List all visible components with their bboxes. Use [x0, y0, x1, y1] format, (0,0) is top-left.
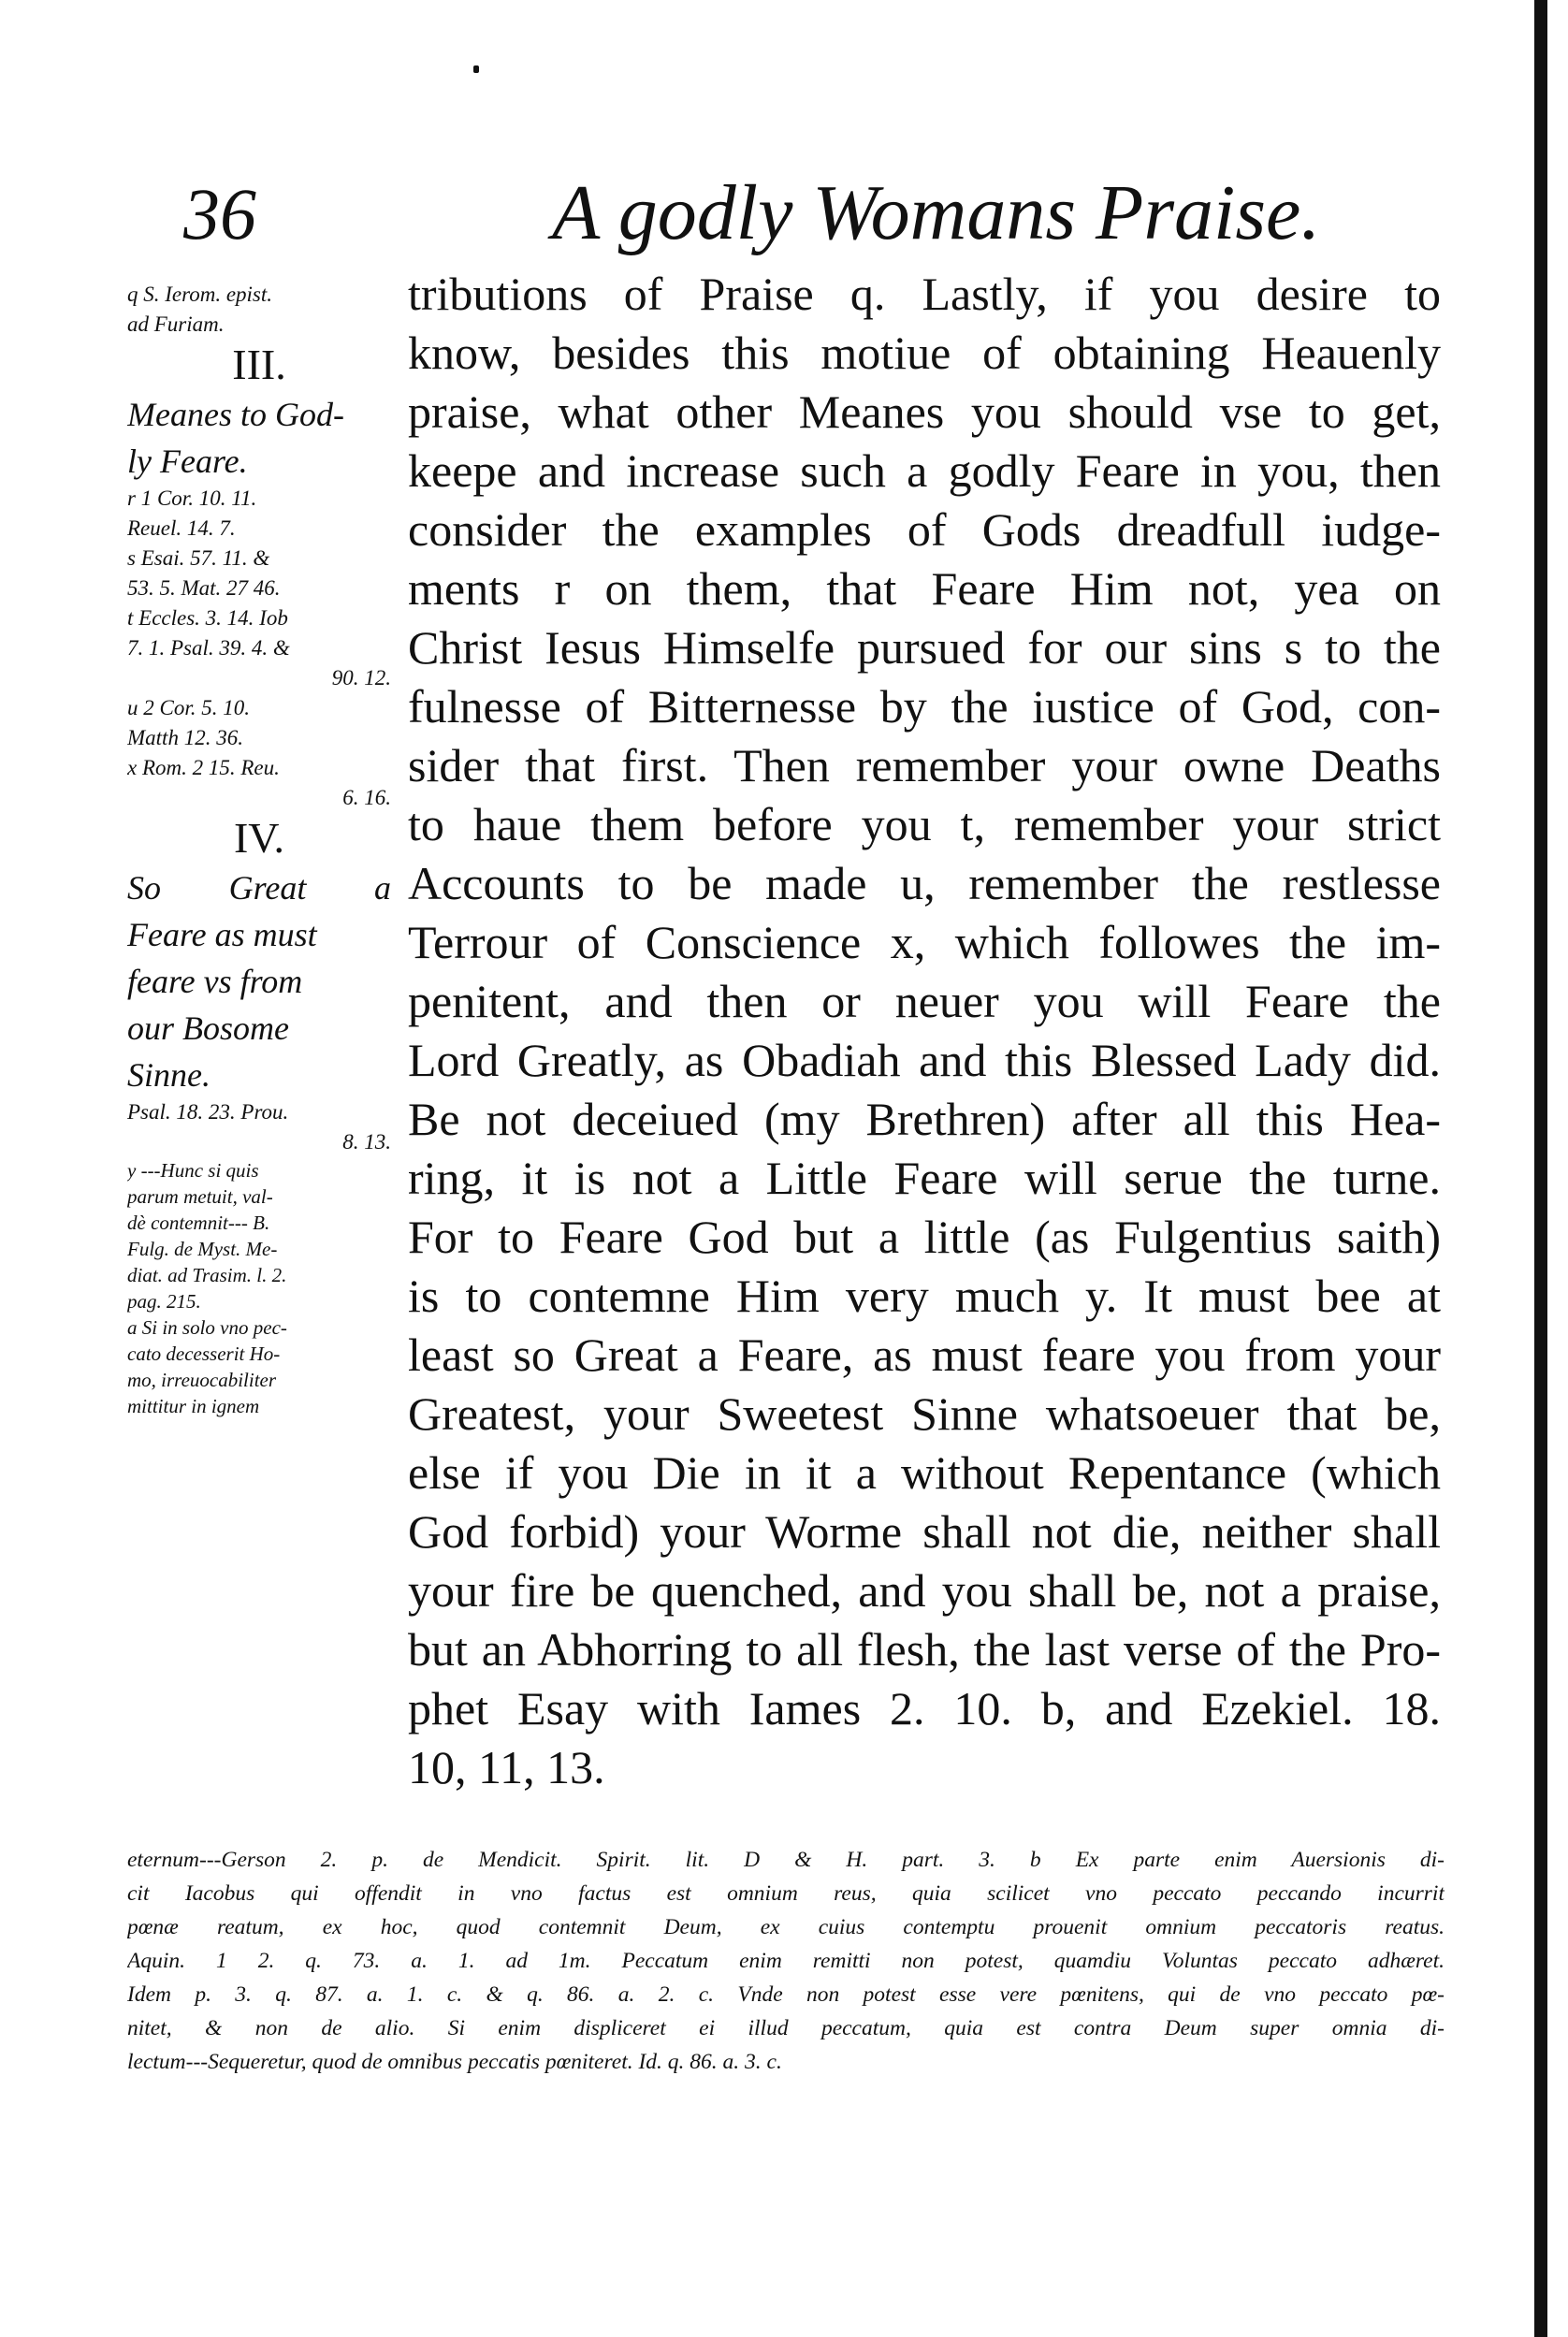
body-line: Be not deceiued (my Brethren) after all this Hea-: [408, 1093, 1441, 1145]
footnote-line: Idem p. 3. q. 87. a. 1. c. & q. 86. a. 2. c. Vnde non potest esse vere pœnitens, qui de vno peccato pœ-: [127, 1982, 1445, 2007]
margin-ref-t-line: 90. 12.: [331, 666, 391, 689]
footnote-line: cit Iacobus qui offendit in vno factus est omnium reus, quia scilicet vno peccato peccando incurrit: [127, 1881, 1445, 1906]
margin-ref-x-line: x Rom. 2 15. Reu.: [127, 756, 280, 779]
body-line: penitent, and then or neuer you will Feare the: [408, 975, 1441, 1027]
section-heading-iv-line: Sinne.: [127, 1056, 211, 1094]
section-heading-iii-line: ly Feare.: [127, 443, 248, 480]
body-line: consider the examples of Gods dreadfull iudge-: [408, 503, 1441, 556]
ink-speck: [473, 65, 479, 73]
running-head: A godly Womans Praise.: [552, 169, 1321, 256]
margin-ref-r-line: r 1 Cor. 10. 11.: [127, 486, 257, 510]
footnote-line: nitet, & non de alio. Si enim displiceret ei illud peccatum, quia est contra Deum super omnia di-: [127, 2016, 1445, 2040]
body-line: Lord Greatly, as Obadiah and this Blessed Lady did.: [408, 1034, 1441, 1086]
margin-ref-y-line: pag. 215.: [127, 1290, 201, 1313]
margin-ref-y-line: dè contemnit--- B.: [127, 1212, 270, 1234]
body-line: tributions of Praise q. Lastly, if you desire to: [408, 268, 1441, 320]
body-line: phet Esay with Iames 2. 10. b, and Ezekiel. 18.: [408, 1682, 1441, 1735]
body-line: Christ Iesus Himselfe pursued for our sins s to the: [408, 621, 1441, 674]
body-line: but an Abhorring to all flesh, the last verse of the Pro-: [408, 1623, 1441, 1676]
footnote-line: pœnæ reatum, ex hoc, quod contemnit Deum, ex cuius contemptu prouenit omnium peccatoris reatus.: [127, 1915, 1445, 1939]
body-line: Accounts to be made u, remember the restlesse: [408, 857, 1441, 909]
body-line: least so Great a Feare, as must feare you from your: [408, 1328, 1441, 1381]
body-line: 10, 11, 13.: [408, 1741, 605, 1793]
section-heading-iv-line: So Great a: [127, 869, 391, 907]
margin-ref-t-line: t Eccles. 3. 14. Iob: [127, 606, 288, 630]
body-text: [408, 265, 1441, 1797]
body-line: to haue them before you t, remember your strict: [408, 798, 1441, 850]
margin-ref-y-line: parum metuit, val-: [127, 1185, 273, 1208]
section-numeral-iii: III.: [232, 341, 286, 388]
footnotes: [127, 1843, 1445, 2079]
margin-ref-s-line: s Esai. 57. 11. &: [127, 546, 270, 570]
margin-ref-x-line: 6. 16.: [342, 786, 391, 809]
body-line: praise, what other Meanes you should vse to get,: [408, 385, 1441, 438]
body-line: God forbid) your Worme shall not die, neither shall: [408, 1505, 1441, 1558]
margin-ref-a-line: a Si in solo vno pec-: [127, 1316, 287, 1339]
margin-ref-a-line: mittitur in ignem: [127, 1395, 260, 1417]
section-numeral-iv: IV.: [233, 814, 285, 862]
margin-ref-s-line: 53. 5. Mat. 27 46.: [127, 576, 281, 600]
margin-notes: [127, 281, 391, 1420]
margin-ref-u-line: u 2 Cor. 5. 10.: [127, 696, 250, 719]
margin-ref-psal-line: Psal. 18. 23. Prou.: [127, 1100, 289, 1124]
body-line: ring, it is not a Little Feare will serue the turne.: [408, 1152, 1441, 1204]
body-line: fulnesse of Bitternesse by the iustice of God, con-: [408, 680, 1441, 733]
section-heading-iv-line: feare vs from: [127, 963, 303, 1000]
margin-ref-a-line: mo, irreuocabiliter: [127, 1369, 277, 1391]
body-line: is to contemne Him very much y. It must bee at: [408, 1270, 1441, 1322]
body-line: your fire be quenched, and you shall be, not a praise,: [408, 1564, 1441, 1617]
body-line: Greatest, your Sweetest Sinne whatsoeuer that be,: [408, 1387, 1441, 1440]
body-line: know, besides this motiue of obtaining Heauenly: [408, 327, 1441, 379]
margin-ref-t-line: 7. 1. Psal. 39. 4. &: [127, 636, 290, 660]
margin-ref-y-line: Fulg. de Myst. Me-: [127, 1238, 278, 1260]
footnote-line: eternum---Gerson 2. p. de Mendicit. Spirit. lit. D & H. part. 3. b Ex parte enim Auersionis di-: [127, 1848, 1445, 1872]
margin-ref-u-line: Matth 12. 36.: [127, 726, 243, 749]
margin-ref-y-line: diat. ad Trasim. l. 2.: [127, 1264, 287, 1286]
body-line: Terrour of Conscience x, which followes the im-: [408, 916, 1441, 968]
margin-ref-r-line: Reuel. 14. 7.: [127, 516, 236, 540]
body-line: For to Feare God but a little (as Fulgentius saith): [408, 1211, 1441, 1263]
margin-ref-q-line: ad Furiam.: [127, 312, 225, 336]
margin-ref-q-line: q S. Ierom. epist.: [127, 283, 273, 306]
section-heading-iv-line: our Bosome: [127, 1009, 289, 1047]
page-edge-shadow: [1534, 0, 1547, 2337]
margin-ref-a-line: cato decesserit Ho-: [127, 1343, 281, 1365]
footnote-line: lectum---Sequeretur, quod de omnibus peccatis pœniteret. Id. q. 86. a. 3. c.: [127, 2050, 782, 2074]
footnote-line: Aquin. 1 2. q. 73. a. 1. ad 1m. Peccatum enim remitti non potest, quamdiu Voluntas peccato adhæret.: [127, 1949, 1445, 1973]
section-heading-iv-line: Feare as must: [127, 916, 317, 953]
body-line: keepe and increase such a godly Feare in you, then: [408, 444, 1441, 497]
margin-ref-y-line: y ---Hunc si quis: [127, 1159, 259, 1182]
body-line: else if you Die in it a without Repentance (which: [408, 1446, 1441, 1499]
margin-ref-psal-line: 8. 13.: [342, 1130, 391, 1154]
body-line: ments r on them, that Feare Him not, yea on: [408, 562, 1441, 615]
page-number: 36: [183, 173, 256, 254]
section-heading-iii-line: Meanes to God-: [127, 396, 344, 433]
body-line: sider that first. Then remember your owne Deaths: [408, 739, 1441, 791]
